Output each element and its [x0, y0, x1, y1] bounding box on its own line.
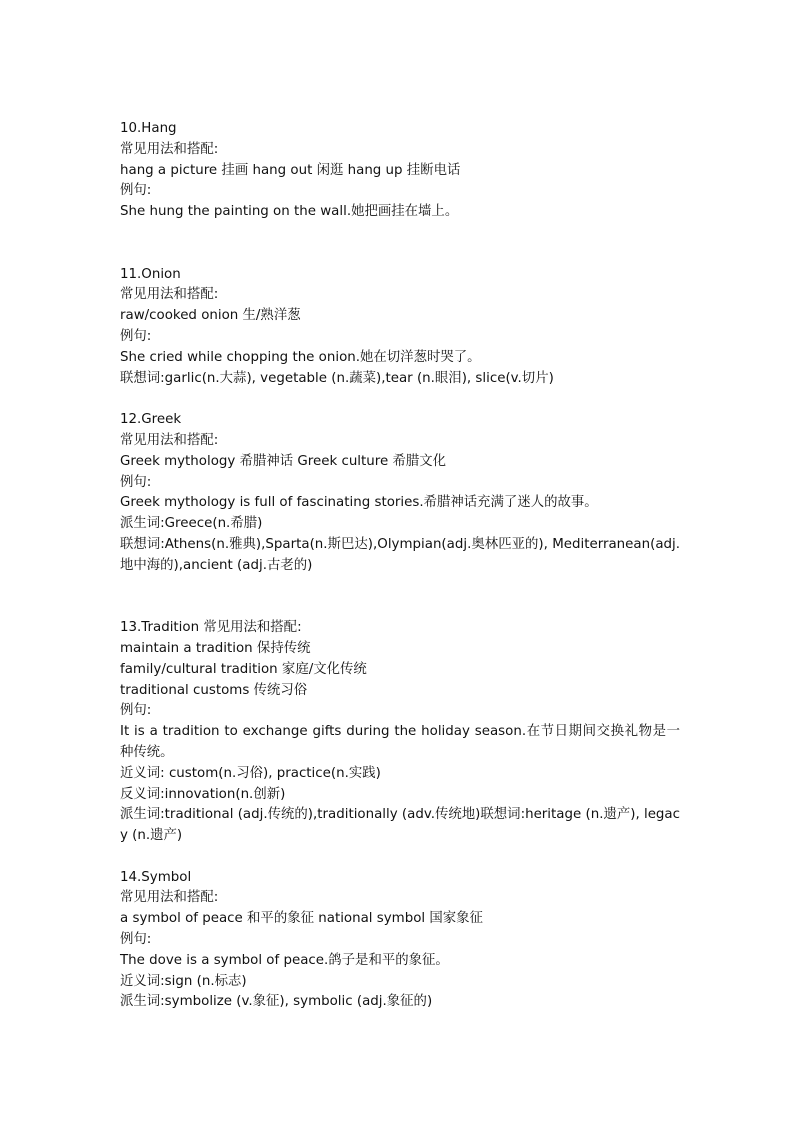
entry-symbol	[120, 868, 680, 1014]
entry-onion	[120, 265, 680, 390]
usage-line: a symbol of peace 和平的象征 national symbol 国家象征	[120, 911, 483, 927]
example-line: She cried while chopping the onion.她在切洋葱时哭了。	[120, 349, 481, 365]
synonym-line: 近义词:sign (n.标志)	[120, 973, 247, 989]
derivative-line: 派生词:Greece(n.希腊)	[120, 516, 263, 532]
spacer	[120, 577, 680, 619]
example-heading: 例句:	[120, 703, 152, 719]
entry-title: 13.Tradition 常见用法和搭配:	[120, 620, 302, 636]
usage-line: family/cultural tradition 家庭/文化传统	[120, 661, 367, 677]
related-words-line: 联想词:garlic(n.大蒜), vegetable (n.蔬菜),tear (n.眼泪), slice(v.切片)	[120, 370, 554, 386]
synonym-line: 近义词: custom(n.习俗), practice(n.实践)	[120, 765, 381, 781]
entry-title: 10.Hang	[120, 121, 177, 136]
usage-line: raw/cooked onion 生/熟洋葱	[120, 308, 301, 324]
example-heading: 例句:	[120, 932, 152, 948]
document-page	[120, 119, 680, 1013]
usage-line: Greek mythology 希腊神话 Greek culture 希腊文化	[120, 453, 447, 469]
usage-heading: 常见用法和搭配:	[120, 432, 219, 448]
usage-line: maintain a tradition 保持传统	[120, 640, 311, 656]
usage-line: hang a picture 挂画 hang out 闲逛 hang up 挂断电话	[120, 162, 461, 178]
derivative-line: 派生词:symbolize (v.象征), symbolic (adj.象征的)	[120, 994, 433, 1010]
spacer	[120, 223, 680, 265]
entry-tradition	[120, 618, 680, 847]
example-heading: 例句:	[120, 183, 152, 199]
entry-greek	[120, 410, 680, 576]
spacer	[120, 389, 680, 410]
usage-heading: 常见用法和搭配:	[120, 141, 219, 157]
entry-title: 11.Onion	[120, 266, 181, 282]
antonym-line: 反义词:innovation(n.创新)	[120, 786, 286, 802]
example-heading: 例句:	[120, 328, 152, 344]
entry-hang	[120, 119, 680, 223]
usage-heading: 常见用法和搭配:	[120, 287, 219, 303]
example-line: Greek mythology is full of fascinating stories.希腊神话充满了迷人的故事。	[120, 495, 598, 511]
example-line: She hung the painting on the wall.她把画挂在墙上。	[120, 204, 459, 220]
example-line: It is a tradition to exchange gifts during the holiday season.在节日期间交换礼物是一种传统。	[120, 724, 680, 760]
usage-heading: 常见用法和搭配:	[120, 890, 219, 906]
entry-title: 12.Greek	[120, 412, 182, 428]
entry-title: 14.Symbol	[120, 869, 192, 885]
spacer	[120, 847, 680, 868]
example-line: The dove is a symbol of peace.鸽子是和平的象征。	[120, 952, 449, 968]
usage-line: traditional customs 传统习俗	[120, 682, 308, 698]
example-heading: 例句:	[120, 474, 152, 490]
derivative-line: 派生词:traditional (adj.传统的),traditionally (adv.传统地)联想词:heritage (n.遗产), legacy (n.遗产)	[120, 807, 680, 844]
related-words-line: 联想词:Athens(n.雅典),Sparta(n.斯巴达),Olympian(adj.奥林匹亚的), Mediterranean(adj.地中海的),ancient (adj.古老的)	[120, 536, 680, 573]
